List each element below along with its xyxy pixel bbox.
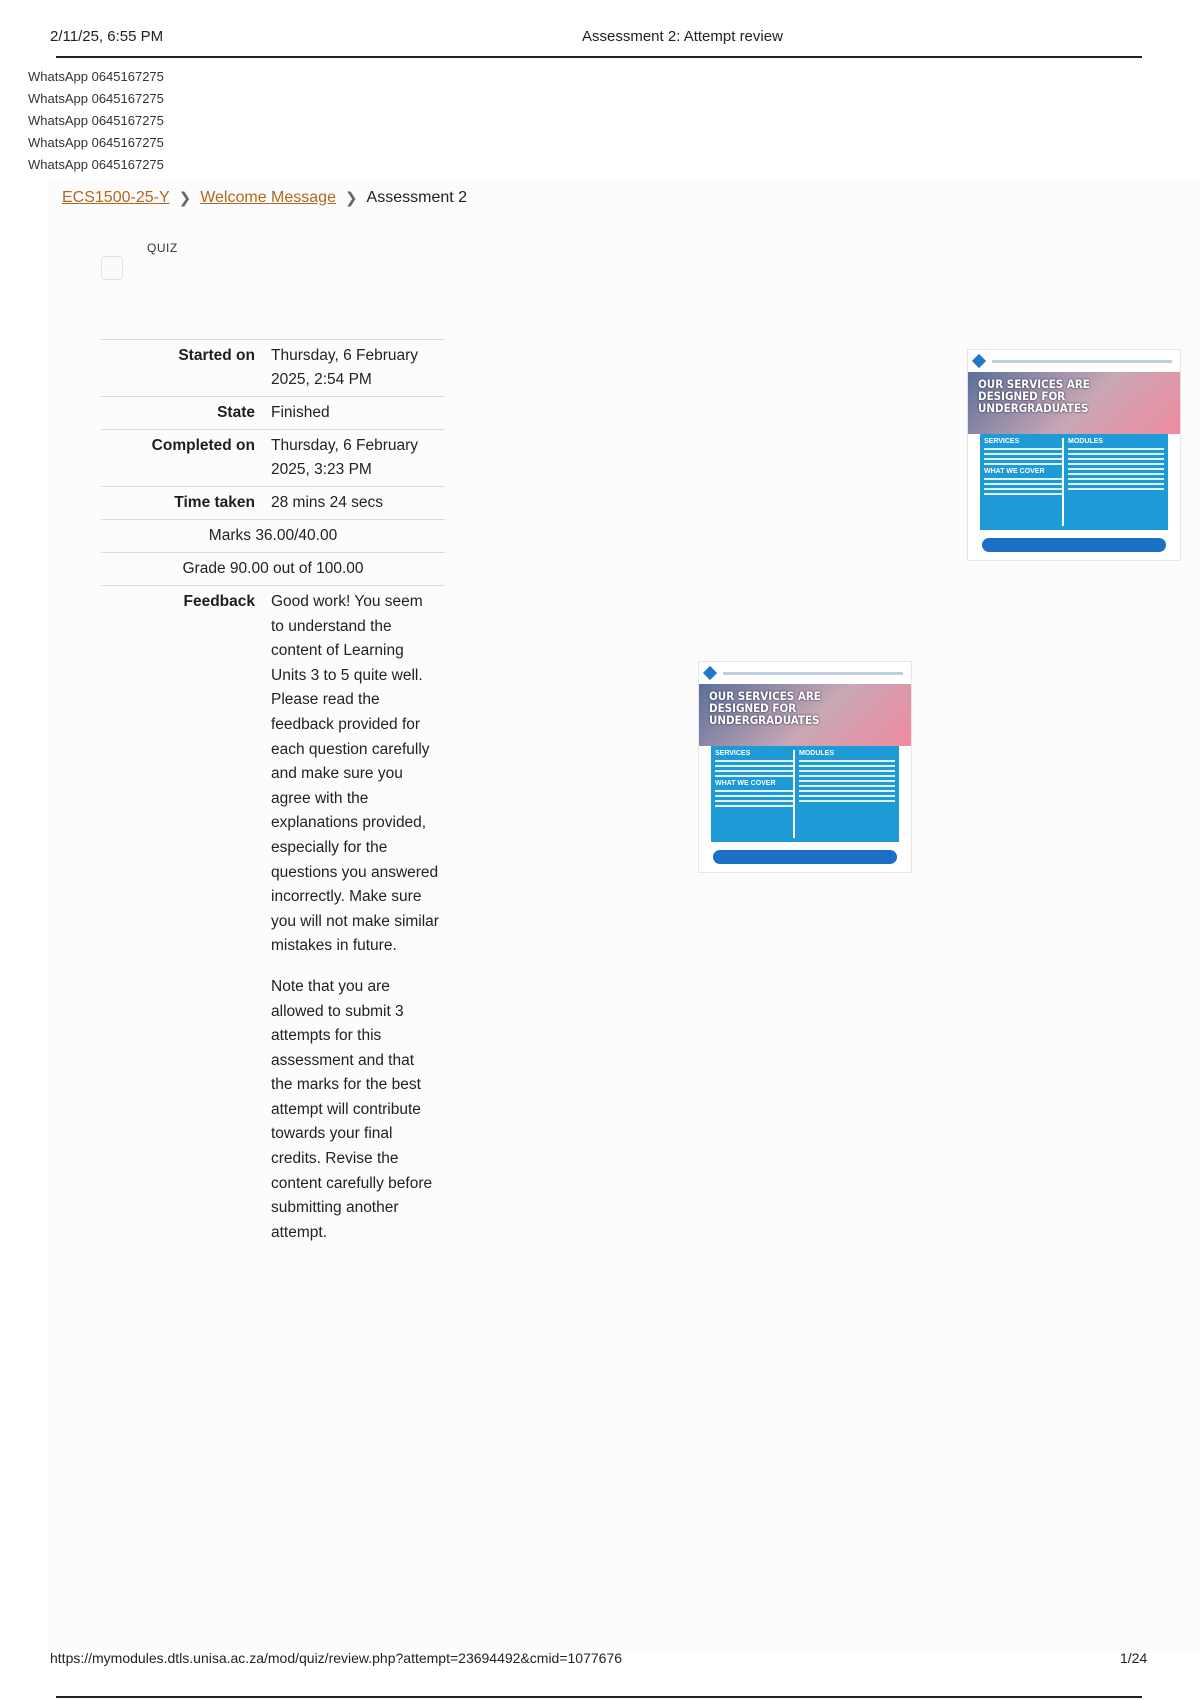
watermark-text: WhatsApp 0645167275 — [28, 135, 164, 150]
started-label: Started on — [101, 340, 265, 397]
summary-row-time — [101, 487, 445, 520]
print-date: 2/11/25, 6:55 PM — [50, 28, 164, 45]
state-value: Finished — [265, 397, 445, 430]
advert-headline: OUR SERVICES ARE DESIGNED FOR UNDERGRADUATES — [709, 689, 821, 727]
completed-value: Thursday, 6 February 2025, 3:23 PM — [265, 430, 445, 487]
logo-icon — [972, 354, 986, 368]
watermark-list — [28, 66, 164, 176]
state-label: State — [101, 397, 265, 430]
quiz-icon — [101, 256, 123, 280]
logo-icon — [703, 666, 717, 680]
watermark-text: WhatsApp 0645167275 — [28, 113, 164, 128]
advert-contact-bar — [713, 850, 897, 864]
time-value: 28 mins 24 secs — [265, 487, 445, 520]
advert-image: OUR SERVICES ARE DESIGNED FOR UNDERGRADUATES SERVICES WHAT WE COVER MODULES — [968, 350, 1180, 560]
breadcrumb — [62, 189, 467, 207]
advert-headline: OUR SERVICES ARE DESIGNED FOR UNDERGRADUATES — [978, 377, 1090, 415]
breadcrumb-section-link[interactable]: Welcome Message — [200, 189, 336, 206]
feedback-text — [265, 586, 445, 1266]
header-rule — [56, 56, 1142, 58]
marks-label: Marks — [208, 527, 251, 544]
started-value: Thursday, 6 February 2025, 2:54 PM — [265, 340, 445, 397]
print-title: Assessment 2: Attempt review — [582, 28, 783, 45]
chevron-right-icon: ❯ — [344, 190, 358, 207]
advert-contact-bar — [982, 538, 1166, 552]
completed-label: Completed on — [101, 430, 265, 487]
marks-value: 36.00/40.00 — [255, 527, 338, 544]
chevron-right-icon: ❯ — [178, 190, 192, 207]
watermark-text: WhatsApp 0645167275 — [28, 157, 164, 172]
grade-label: Grade — [182, 560, 226, 577]
print-url: https://mymodules.dtls.unisa.ac.za/mod/quiz/review.php?attempt=23694492&cmid=1077676 — [50, 1650, 623, 1666]
summary-row-marks — [101, 520, 445, 553]
attempt-summary-table — [101, 339, 445, 1265]
summary-row-state — [101, 397, 445, 430]
summary-row-started — [101, 340, 445, 397]
summary-row-completed — [101, 430, 445, 487]
feedback-paragraph: Note that you are allowed to submit 3 attempts for this assessment and that the marks for the best attempt will contribute towards your final credits. Revise the content carefully before submitting another attempt. — [271, 977, 433, 1241]
advert-image: OUR SERVICES ARE DESIGNED FOR UNDERGRADUATES SERVICES WHAT WE COVER MODULES — [699, 662, 911, 872]
page-number: 1/24 — [1120, 1650, 1148, 1666]
watermark-text: WhatsApp 0645167275 — [28, 91, 164, 106]
summary-row-feedback — [101, 586, 445, 1266]
breadcrumb-course-link[interactable]: ECS1500-25-Y — [62, 189, 170, 206]
footer-rule — [56, 1696, 1142, 1698]
activity-type-label: QUIZ — [147, 241, 178, 255]
grade-value: 90.00 out of 100.00 — [229, 560, 364, 577]
time-label: Time taken — [101, 487, 265, 520]
feedback-label: Feedback — [101, 586, 265, 1266]
breadcrumb-current: Assessment 2 — [366, 189, 468, 206]
feedback-paragraph: Good work! You seem to understand the content of Learning Units 3 to 5 quite well. Please read the feedback provided for each question carefully and make sure you agree with the explanations provided, especially for the questions you answered incorrectly. Make sure you will not make similar mistakes in future. — [271, 593, 439, 955]
watermark-text: WhatsApp 0645167275 — [28, 69, 164, 84]
summary-row-grade — [101, 553, 445, 586]
